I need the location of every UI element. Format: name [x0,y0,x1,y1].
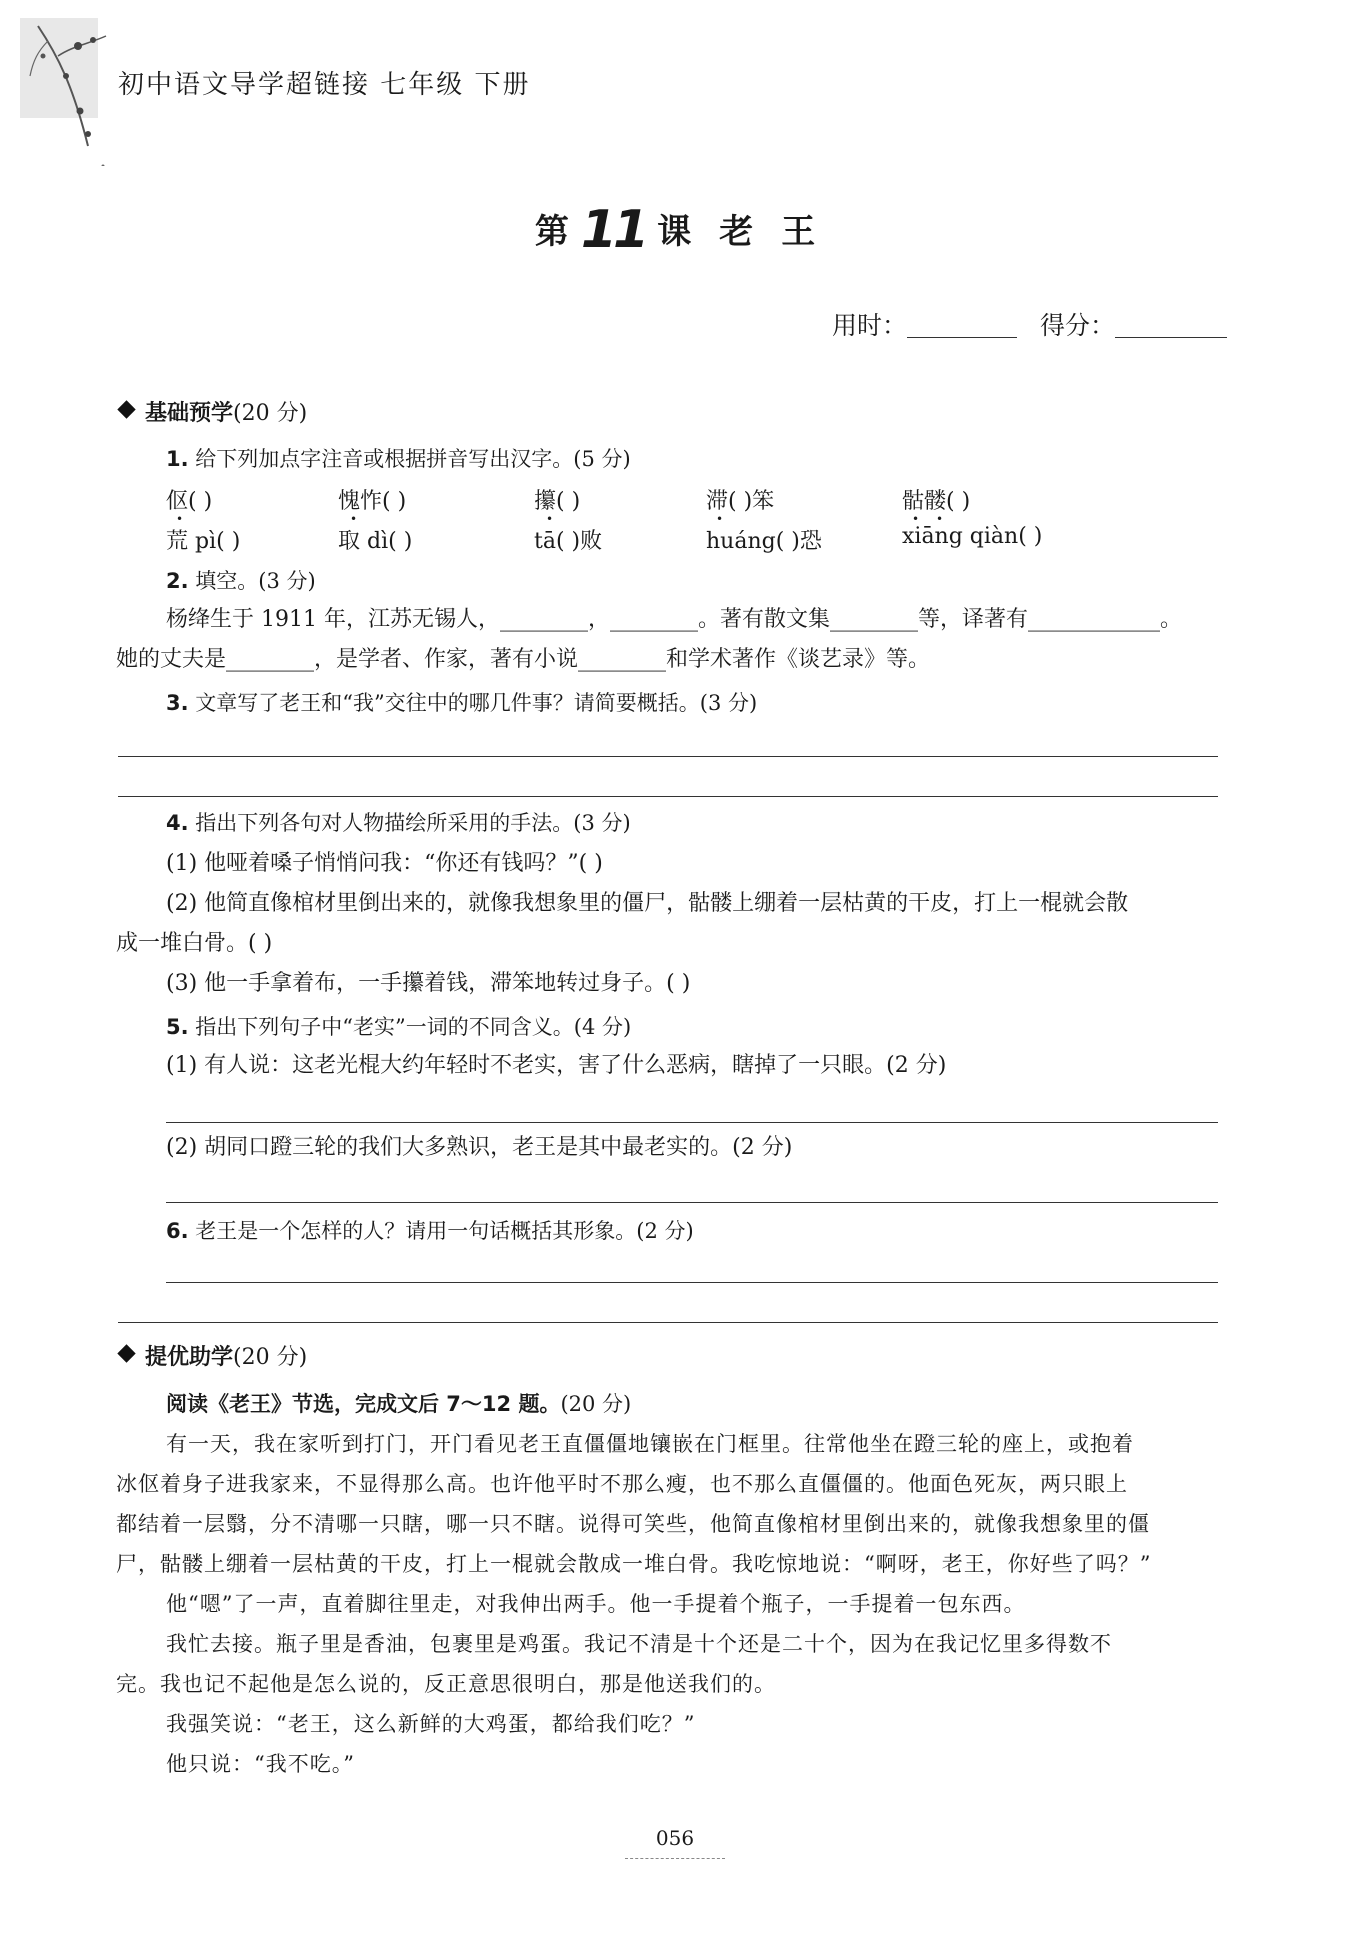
answer-line[interactable] [166,1122,1218,1123]
score-blank[interactable] [1115,311,1227,338]
time-blank[interactable] [907,311,1017,338]
lesson-number: 11 [580,200,646,260]
q6-text: 老王是一个怎样的人？请用一句话概括其形象。(2 分) [195,1219,694,1243]
emphasis-dot-icon: • [546,512,554,526]
answer-line[interactable] [166,1202,1218,1203]
answer-line[interactable] [118,796,1218,797]
q1-item[interactable]: xiāng qiàn( ) [902,524,1043,549]
section1-heading [116,396,307,427]
q1-item[interactable]: 荒 pì( ) [166,529,241,554]
book-title: 初中语文导学超链接 七年级 下册 [118,70,531,100]
q3-prompt: 3. 文章写了老王和“我”交往中的哪几件事？请简要概括。(3 分) [166,691,758,715]
q5-sentence1: (1) 有人说：这老光棍大约年轻时不老实，害了什么恶病，瞎掉了一只眼。(2 分) [166,1053,947,1078]
q4-sentence3[interactable]: (3) 他一手拿着布，一手攥着钱，滞笨地转过身子。( ) [166,971,691,996]
plum-branch-icon [18,16,110,166]
page-number-underline [625,1858,725,1859]
reading-line: 我忙去接。瓶子里是香油，包裹里是鸡蛋。我记不清是十个还是二十个，因为在我记忆里多得数不 [166,1632,1112,1656]
time-label: 用时： [832,311,908,340]
answer-line[interactable] [166,1282,1218,1283]
reading-line: 都结着一层翳，分不清哪一只瞎，哪一只不瞎。说得可笑些，他简直像棺材里倒出来的，就像我想象里的僵 [116,1512,1150,1536]
score-field [1040,306,1227,342]
reading-line: 他“嗯”了一声，直着脚往里走，对我伸出两手。他一手提着个瓶子，一手提着一包东西。 [166,1592,1026,1616]
q1-item[interactable]: 滞( )笨 [706,489,775,514]
q1-row1 [0,484,1350,518]
q3-text: 文章写了老王和“我”交往中的哪几件事？请简要概括。(3 分) [195,691,758,715]
lesson-prefix: 第 [534,212,569,252]
reading-intro-text: 阅读《老王》节选，完成文后 7～12 题。 [166,1392,561,1416]
q2-prompt: 2. 填空。(3 分) [166,569,316,593]
q1-item[interactable]: 伛( ) [166,489,213,514]
q1-item[interactable]: 骷髅( ) [902,489,971,514]
answer-line[interactable] [118,1322,1218,1323]
reading-line: 有一天，我在家听到打门，开门看见老王直僵僵地镶嵌在门框里。往常他坐在蹬三轮的座上，或抱着 [166,1432,1134,1456]
reading-line: 我强笑说：“老王，这么新鲜的大鸡蛋，都给我们吃？” [166,1712,696,1736]
q1-prompt: 1. 给下列加点字注音或根据拼音写出汉字。(5 分) [166,447,631,471]
reading-line: 完。我也记不起他是怎么说的，反正意思很明白，那是他送我们的。 [116,1672,776,1696]
q1-text: 给下列加点字注音或根据拼音写出汉字。(5 分) [195,447,631,471]
q4-sentence1[interactable]: (1) 他哑着嗓子悄悄问我：“你还有钱吗？”( ) [166,851,603,876]
q1-item[interactable]: 取 dì( ) [338,529,413,554]
score-label: 得分： [1040,311,1116,340]
q2-text: 填空。(3 分) [195,569,316,593]
lesson-name-a: 老 [719,212,754,252]
section2-heading [116,1340,307,1371]
q1-item[interactable]: 愧怍( ) [338,489,407,514]
emphasis-dot-icon: • [350,512,358,526]
reading-line: 他只说：“我不吃。” [166,1752,355,1776]
reading-line: 冰伛着身子进我家来，不显得那么高。也许他平时不那么瘦，也不那么直僵僵的。他面色死灰，两只眼上 [116,1472,1128,1496]
section1-title: 基础预学 [145,401,234,426]
lesson-title [0,200,1350,260]
q2-line1[interactable]: 杨绛生于 1911 年，江苏无锡人，________，________。著有散文集________等，译著有____________。 [166,607,1182,632]
reading-line: 尸，骷髅上绷着一层枯黄的干皮，打上一棍就会散成一堆白骨。我吃惊地说：“啊呀，老王，你好些了吗？” [116,1552,1152,1576]
reading-intro-points: (20 分) [560,1392,632,1416]
section1-points: (20 分) [233,401,308,426]
q6-prompt: 6. 老王是一个怎样的人？请用一句话概括其形象。(2 分) [166,1219,694,1243]
answer-line[interactable] [118,756,1218,757]
q4-text: 指出下列各句对人物描绘所采用的手法。(3 分) [195,811,631,835]
q1-row2 [0,524,1350,558]
lesson-suffix: 课 [657,212,692,252]
q5-sentence2: (2) 胡同口蹬三轮的我们大多熟识，老王是其中最老实的。(2 分) [166,1135,793,1160]
section2-points: (20 分) [233,1345,308,1370]
emphasis-dot-icon: • [716,512,724,526]
time-field [832,306,1017,342]
q1-item[interactable]: huáng( )恐 [706,529,822,554]
reading-intro [166,1388,631,1418]
q4-sentence2-cont[interactable]: 成一堆白骨。( ) [116,931,273,956]
emphasis-dot-icon: • [176,512,184,526]
page-number: 056 [655,1826,695,1850]
emphasis-dot-icon: • [936,512,944,526]
q1-item[interactable]: tā( )败 [534,529,603,554]
q1-item[interactable]: 攥( ) [534,489,581,514]
q2-line2[interactable]: 她的丈夫是________，是学者、作家，著有小说________和学术著作《谈艺录》等。 [116,647,931,672]
q5-text: 指出下列句子中“老实”一词的不同含义。(4 分) [195,1015,632,1039]
emphasis-dot-icon: • [912,512,920,526]
q5-prompt: 5. 指出下列句子中“老实”一词的不同含义。(4 分) [166,1015,632,1039]
lesson-name-b: 王 [781,212,816,252]
section2-title: 提优助学 [145,1345,234,1370]
diamond-icon [117,400,135,418]
q4-sentence2: (2) 他简直像棺材里倒出来的，就像我想象里的僵尸，骷髅上绷着一层枯黄的干皮，打上一棍就会散 [166,891,1129,916]
diamond-icon [117,1344,135,1362]
q4-prompt: 4. 指出下列各句对人物描绘所采用的手法。(3 分) [166,811,631,835]
